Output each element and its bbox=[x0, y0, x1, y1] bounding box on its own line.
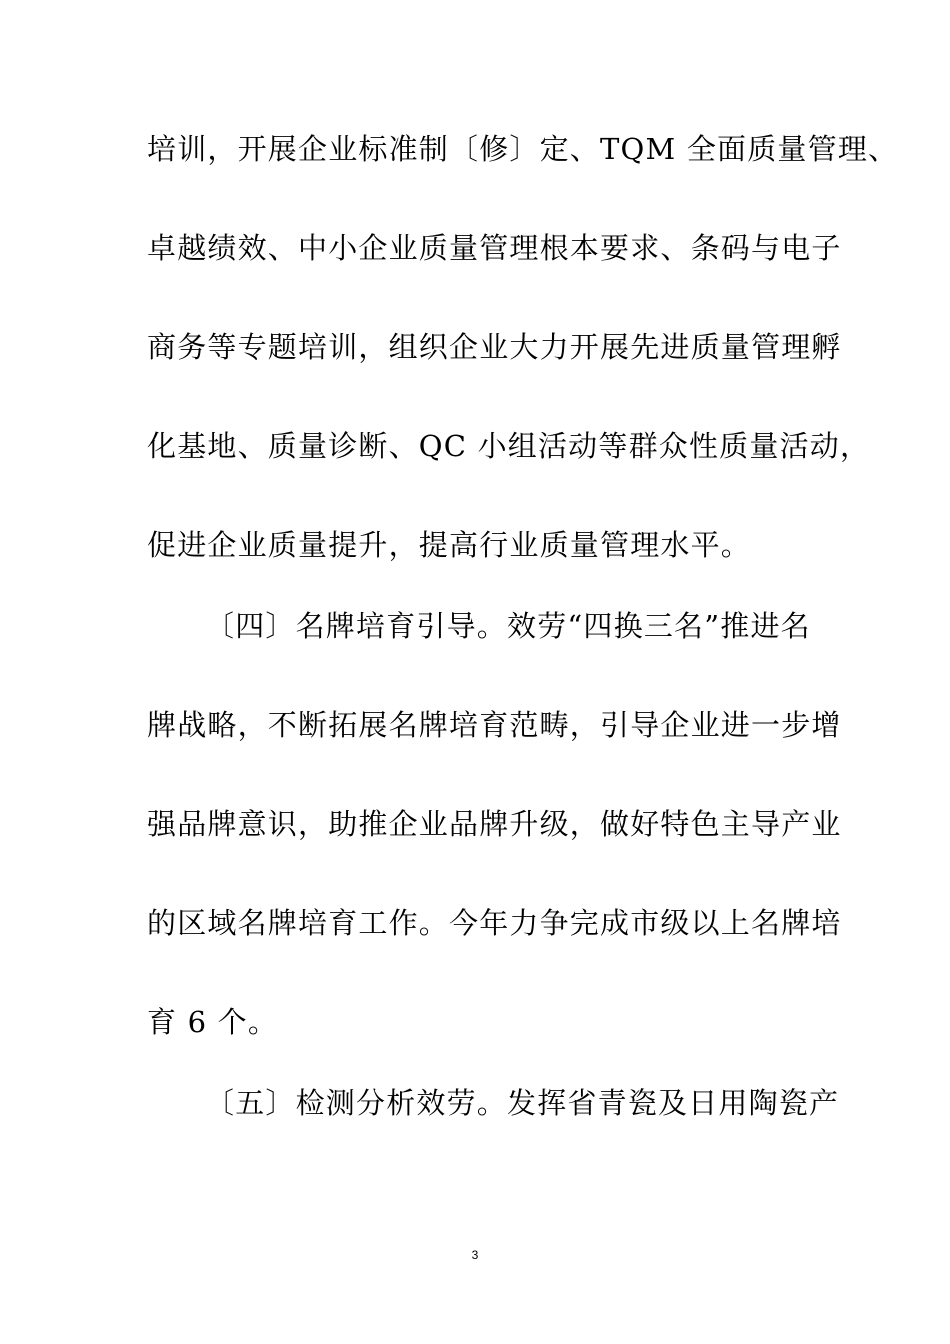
text-line-10: 育 6 个。 bbox=[147, 1005, 279, 1039]
text-line-11: 〔五〕检测分析效劳。发挥省青瓷及日用陶瓷产 bbox=[205, 1086, 840, 1120]
text-line-3: 商务等专题培训，组织企业大力开展先进质量管理孵 bbox=[147, 330, 842, 364]
text-line-8: 强品牌意识，助推企业品牌升级，做好特色主导产业 bbox=[147, 807, 842, 841]
text-line-1: 培训，开展企业标准制〔修〕定、TQM 全面质量管理、 bbox=[147, 132, 899, 166]
page-number: 3 bbox=[471, 1248, 479, 1262]
text-line-6: 〔四〕名牌培育引导。效劳“四换三名”推进名 bbox=[205, 609, 811, 643]
text-line-5: 促进企业质量提升，提高行业质量管理水平。 bbox=[147, 528, 752, 562]
text-line-9: 的区域名牌培育工作。今年力争完成市级以上名牌培 bbox=[147, 906, 842, 940]
text-line-2: 卓越绩效、中小企业质量管理根本要求、条码与电子 bbox=[147, 231, 842, 265]
text-line-7: 牌战略，不断拓展名牌培育范畴，引导企业进一步增 bbox=[147, 708, 842, 742]
text-line-4: 化基地、质量诊断、QC 小组活动等群众性质量活动， bbox=[147, 429, 871, 463]
